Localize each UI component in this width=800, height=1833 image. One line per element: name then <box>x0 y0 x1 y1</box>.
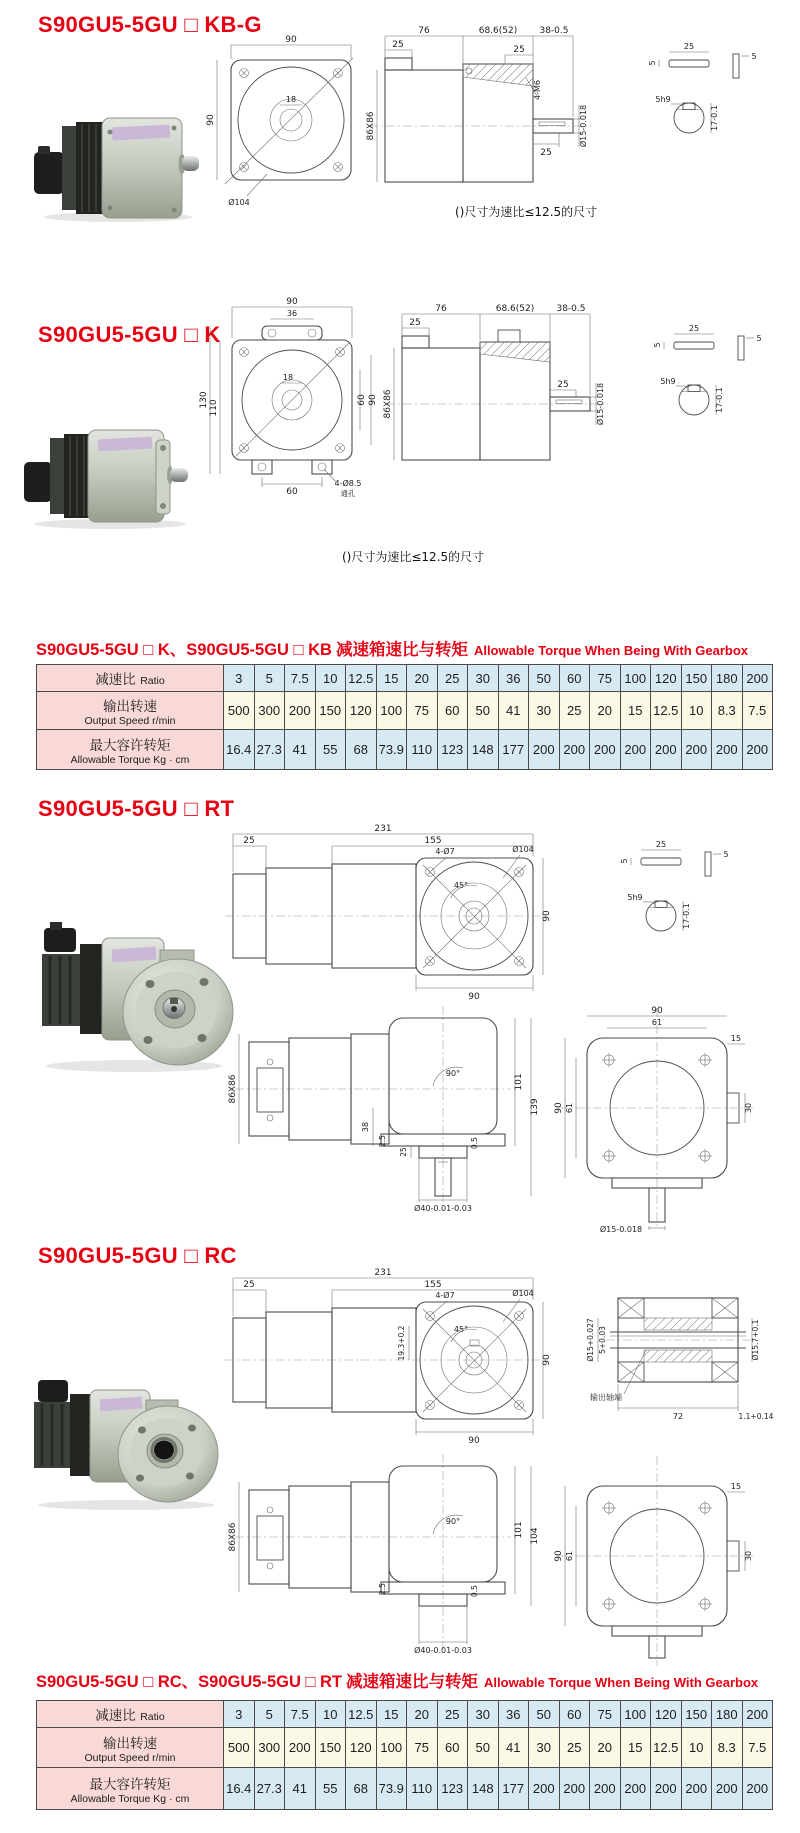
dim-label: 25 <box>409 318 421 328</box>
dim-label: 25 <box>392 40 404 50</box>
dim-label: 110 <box>209 399 219 417</box>
dim-label: 231 <box>374 824 392 834</box>
dim-label: 38-0.5 <box>539 26 569 36</box>
speed-cell: 150 <box>315 692 346 730</box>
ratio-cell: 3 <box>224 665 255 692</box>
speed-cell: 200 <box>285 692 316 730</box>
dim-label: 101 <box>514 1521 524 1539</box>
dim-label: Ø15-0.018 <box>596 382 605 426</box>
speed-cell: 100 <box>376 1728 407 1768</box>
ratio-cell: 3 <box>224 1701 255 1728</box>
speed-cell: 25 <box>559 1728 590 1768</box>
section-title-rt: S90GU5-5GU □ RT <box>38 796 235 821</box>
speed-cell: 41 <box>498 692 529 730</box>
torque-cell: 16.4 <box>224 1768 255 1810</box>
product-photo-rc <box>22 1372 227 1512</box>
ratio-cell: 7.5 <box>285 665 316 692</box>
torque-cell: 55 <box>315 730 346 770</box>
torque-cell: 41 <box>285 730 316 770</box>
ratio-cell: 25 <box>437 665 468 692</box>
speed-cell: 300 <box>254 1728 285 1768</box>
dim-label: 25 <box>243 1280 255 1290</box>
dim-label: 45° <box>453 1325 469 1334</box>
torque-cell: 200 <box>590 730 621 770</box>
torque-cell: 27.3 <box>254 730 285 770</box>
torque-cell: 200 <box>681 730 712 770</box>
drawing-rc <box>225 1258 800 1703</box>
row-label-speed: 输出转速 Output Speed r/min <box>37 692 224 730</box>
dim-label: 18 <box>285 95 297 104</box>
table-row-speed <box>37 1728 773 1768</box>
ratio-cell: 75 <box>590 1701 621 1728</box>
dim-label: 61 <box>651 1018 663 1027</box>
rt-top-view <box>225 824 552 1002</box>
torque-cell: 200 <box>620 1768 651 1810</box>
dim-label: 61 <box>565 1102 574 1114</box>
dim-label: 90 <box>368 394 378 406</box>
dim-label: 101 <box>514 1073 524 1091</box>
speed-cell: 12.5 <box>651 1728 682 1768</box>
rc-top-view <box>225 1268 552 1446</box>
dim-label: 25 <box>540 148 552 158</box>
speed-cell: 500 <box>224 1728 255 1768</box>
torque-cell: 16.4 <box>224 730 255 770</box>
dim-label: 4-M6 <box>533 80 542 100</box>
dim-label: 90 <box>285 35 297 45</box>
speed-cell: 7.5 <box>742 692 773 730</box>
dim-label: 4-Ø8.5 <box>334 479 362 488</box>
dim-label: 5 <box>756 334 762 343</box>
dim-label: 90 <box>554 1550 564 1562</box>
drawing-rt <box>225 820 800 1260</box>
dim-label: Ø15+0.027 <box>586 1318 595 1362</box>
dim-label: 72 <box>672 1412 684 1421</box>
dim-label: 90 <box>554 1102 564 1114</box>
torque-cell: 200 <box>559 1768 590 1810</box>
dim-label: 25 <box>655 840 667 849</box>
dim-label: 61 <box>565 1550 574 1562</box>
speed-cell: 41 <box>498 1728 529 1768</box>
dim-label: 86X86 <box>383 389 393 419</box>
dim-label: 86X86 <box>228 1522 238 1552</box>
table2-title-model: S90GU5-5GU □ RC、S90GU5-5GU □ RT <box>36 1673 343 1691</box>
speed-cell: 8.3 <box>712 1728 743 1768</box>
k-side-view <box>383 304 608 460</box>
dim-label: 86X86 <box>366 111 376 141</box>
ratio-cell: 200 <box>742 665 773 692</box>
dim-label: 90 <box>542 1354 552 1366</box>
ratio-cell: 75 <box>590 665 621 692</box>
dim-label: 15 <box>730 1482 742 1491</box>
dim-label: Ø15.7+0.1 <box>751 1319 760 1361</box>
torque-table-k-kb <box>36 664 773 770</box>
rt-bottom-view <box>228 1006 540 1213</box>
torque-cell: 41 <box>285 1768 316 1810</box>
dim-label: 25 <box>688 324 700 333</box>
dim-label: 86X86 <box>228 1074 238 1104</box>
dim-label: 155 <box>424 1280 442 1290</box>
speed-cell: 200 <box>285 1728 316 1768</box>
product-photo-rt <box>30 912 235 1074</box>
dim-label: 90 <box>651 1006 663 1016</box>
dim-label: 30 <box>744 1102 753 1114</box>
row-label-torque: 最大容许转矩 Allowable Torque Kg · cm <box>37 1768 224 1810</box>
dim-label: 90 <box>468 1436 480 1446</box>
ratio-cell: 200 <box>742 1701 773 1728</box>
dim-label: 155 <box>424 836 442 846</box>
speed-cell: 100 <box>376 692 407 730</box>
speed-cell: 30 <box>529 1728 560 1768</box>
dim-label: Ø40-0.01-0.03 <box>414 1204 472 1213</box>
speed-cell: 120 <box>346 1728 377 1768</box>
torque-cell: 200 <box>529 730 560 770</box>
ratio-cell: 150 <box>681 665 712 692</box>
speed-cell: 15 <box>620 692 651 730</box>
ratio-cell: 150 <box>681 1701 712 1728</box>
dim-label: Ø104 <box>228 198 250 207</box>
table-row-ratio <box>37 665 773 692</box>
dim-label: 5h9 <box>655 95 671 104</box>
torque-cell: 200 <box>742 730 773 770</box>
torque-cell: 68 <box>346 730 377 770</box>
speed-cell: 150 <box>315 1728 346 1768</box>
speed-cell: 120 <box>346 692 377 730</box>
table2-title <box>36 1668 758 1692</box>
row-label-ratio: 减速比 Ratio <box>37 665 224 692</box>
torque-cell: 55 <box>315 1768 346 1810</box>
table1-title-model: S90GU5-5GU □ K、S90GU5-5GU □ KB <box>36 641 332 659</box>
dim-label: Ø104 <box>512 1289 534 1298</box>
torque-cell: 200 <box>712 730 743 770</box>
speed-cell: 30 <box>529 692 560 730</box>
dim-label: 60 <box>286 487 298 497</box>
torque-table-rc-rt <box>36 1700 773 1810</box>
torque-cell: 177 <box>498 1768 529 1810</box>
ratio-cell: 10 <box>315 1701 346 1728</box>
dim-label: 38-0.5 <box>556 304 586 314</box>
ratio-cell: 25 <box>437 1701 468 1728</box>
k-front-view <box>199 297 378 498</box>
dim-label: 38 <box>361 1121 370 1133</box>
ratio-cell: 60 <box>559 665 590 692</box>
dim-label: 68.6(52) <box>478 26 518 36</box>
ratio-cell: 15 <box>376 1701 407 1728</box>
speed-cell: 50 <box>468 692 499 730</box>
torque-cell: 148 <box>468 1768 499 1810</box>
ratio-cell: 12.5 <box>346 1701 377 1728</box>
dim-note-kbg: ()尺寸为速比≤12.5的尺寸 <box>455 205 598 219</box>
dim-label: 5 <box>723 850 729 859</box>
speed-cell: 7.5 <box>742 1728 773 1768</box>
speed-cell: 75 <box>407 692 438 730</box>
speed-cell: 20 <box>590 1728 621 1768</box>
dim-label: 5 <box>653 342 662 348</box>
dim-label: 17-0.1 <box>710 105 719 131</box>
torque-cell: 177 <box>498 730 529 770</box>
dim-label: 1.1+0.14 <box>738 1412 774 1421</box>
ratio-cell: 12.5 <box>346 665 377 692</box>
dim-label: 2.5 <box>378 1135 387 1147</box>
dim-note-k: ()尺寸为速比≤12.5的尺寸 <box>342 550 485 564</box>
dim-label: 130 <box>199 391 209 409</box>
dim-label: 输出轴端 <box>590 1393 622 1402</box>
speed-cell: 8.3 <box>712 692 743 730</box>
dim-label: 5h9 <box>627 893 643 902</box>
row-label-ratio: 减速比 Ratio <box>37 1701 224 1728</box>
dim-label: 25 <box>683 42 695 51</box>
dim-label: 231 <box>374 1268 392 1278</box>
drawing-k <box>190 292 800 532</box>
torque-cell: 200 <box>742 1768 773 1810</box>
table2-title-en: Allowable Torque When Being With Gearbox <box>484 1675 759 1690</box>
dim-label: 76 <box>435 304 447 314</box>
torque-cell: 73.9 <box>376 1768 407 1810</box>
dim-label: 45° <box>453 881 469 890</box>
ratio-cell: 50 <box>529 665 560 692</box>
section-title-rc: S90GU5-5GU □ RC <box>38 1243 237 1268</box>
dim-label: 5 <box>648 60 657 66</box>
table1-title-zh: 减速箱速比与转矩 <box>335 641 468 659</box>
ratio-cell: 120 <box>651 1701 682 1728</box>
torque-cell: 200 <box>620 730 651 770</box>
dim-label: Ø40-0.01-0.03 <box>414 1646 472 1655</box>
ratio-cell: 10 <box>315 665 346 692</box>
torque-cell: 148 <box>468 730 499 770</box>
ratio-cell: 20 <box>407 1701 438 1728</box>
row-label-speed: 输出转速 Output Speed r/min <box>37 1728 224 1768</box>
dim-label: 通孔 <box>340 489 356 498</box>
torque-cell: 73.9 <box>376 730 407 770</box>
speed-cell: 25 <box>559 692 590 730</box>
dim-label: 30 <box>744 1550 753 1562</box>
rc-output-view <box>554 1456 753 1666</box>
dim-label: 17-0.1 <box>682 903 691 929</box>
torque-cell: 110 <box>407 730 438 770</box>
dim-label: 17-0.1 <box>715 387 724 413</box>
dim-label: 90° <box>445 1069 461 1078</box>
speed-cell: 300 <box>254 692 285 730</box>
dim-label: 5 <box>620 858 629 864</box>
ratio-cell: 7.5 <box>285 1701 316 1728</box>
dim-label: 25 <box>513 45 525 55</box>
table1-title-en: Allowable Torque When Being With Gearbox <box>473 643 749 658</box>
speed-cell: 60 <box>437 692 468 730</box>
ratio-cell: 30 <box>468 1701 499 1728</box>
speed-cell: 12.5 <box>651 692 682 730</box>
dim-label: 25 <box>243 836 255 846</box>
rc-bottom-view <box>228 1454 540 1655</box>
torque-cell: 200 <box>651 730 682 770</box>
ratio-cell: 5 <box>254 1701 285 1728</box>
rt-key-details <box>620 840 729 931</box>
dim-label: 4-Ø7 <box>435 1291 455 1300</box>
ratio-cell: 100 <box>620 1701 651 1728</box>
dim-label: 5 <box>751 52 757 61</box>
speed-cell: 15 <box>620 1728 651 1768</box>
ratio-cell: 100 <box>620 665 651 692</box>
dim-label: 18 <box>282 373 294 382</box>
dim-label: 0.5 <box>470 1137 479 1149</box>
row-label-torque: 最大容许转矩 Allowable Torque Kg · cm <box>37 730 224 770</box>
dim-label: 90° <box>445 1517 461 1526</box>
speed-cell: 50 <box>468 1728 499 1768</box>
torque-cell: 123 <box>437 730 468 770</box>
torque-cell: 200 <box>712 1768 743 1810</box>
dim-label: 90 <box>542 910 552 922</box>
dim-label: Ø15-0.018 <box>579 104 588 148</box>
dim-label: 0.5 <box>470 1585 479 1597</box>
dim-label: 139 <box>530 1098 540 1116</box>
kbg-side-view <box>366 26 591 182</box>
product-photo-kbg <box>30 100 202 224</box>
speed-cell: 500 <box>224 692 255 730</box>
dim-label: Ø104 <box>512 845 534 854</box>
torque-cell: 200 <box>529 1768 560 1810</box>
dim-label: 4-Ø7 <box>435 847 455 856</box>
dim-label: 68.6(52) <box>495 304 535 314</box>
table-row-speed <box>37 692 773 730</box>
ratio-cell: 30 <box>468 665 499 692</box>
dim-label: 5+0.03 <box>598 1326 607 1354</box>
torque-cell: 200 <box>681 1768 712 1810</box>
torque-cell: 200 <box>559 730 590 770</box>
dim-label: 19.3+0.2 <box>397 1325 406 1361</box>
dim-label: 76 <box>418 26 430 36</box>
ratio-cell: 120 <box>651 665 682 692</box>
torque-cell: 123 <box>437 1768 468 1810</box>
ratio-cell: 20 <box>407 665 438 692</box>
ratio-cell: 15 <box>376 665 407 692</box>
dim-label: 90 <box>468 992 480 1002</box>
speed-cell: 10 <box>681 692 712 730</box>
ratio-cell: 180 <box>712 1701 743 1728</box>
dim-label: Ø15-0.018 <box>599 1225 643 1234</box>
speed-cell: 75 <box>407 1728 438 1768</box>
ratio-cell: 5 <box>254 665 285 692</box>
dim-label: 90 <box>206 114 216 126</box>
dim-label: 25 <box>399 1147 408 1157</box>
ratio-cell: 36 <box>498 1701 529 1728</box>
table-row-torque <box>37 1768 773 1810</box>
k-key-details <box>653 324 762 415</box>
dim-label: 2.5 <box>378 1583 387 1595</box>
torque-cell: 200 <box>590 1768 621 1810</box>
dim-label: 60 <box>357 394 367 406</box>
ratio-cell: 50 <box>529 1701 560 1728</box>
speed-cell: 10 <box>681 1728 712 1768</box>
dim-label: 104 <box>530 1527 540 1545</box>
table1-title <box>36 636 748 660</box>
dim-label: 90 <box>286 297 298 307</box>
dim-label: 15 <box>730 1034 742 1043</box>
dim-label: 25 <box>557 380 569 390</box>
ratio-cell: 180 <box>712 665 743 692</box>
table2-title-zh: 减速箱速比与转矩 <box>346 1673 479 1691</box>
kbg-front-view <box>206 35 353 207</box>
section-title-k: S90GU5-5GU □ K <box>38 322 221 347</box>
torque-cell: 200 <box>651 1768 682 1810</box>
rc-hollow-shaft-view <box>586 1298 774 1421</box>
speed-cell: 20 <box>590 692 621 730</box>
table-row-ratio <box>37 1701 773 1728</box>
product-photo-k <box>22 418 194 530</box>
ratio-cell: 36 <box>498 665 529 692</box>
section-title-kbg: S90GU5-5GU □ KB-G <box>38 12 262 37</box>
dim-label: 5h9 <box>660 377 676 386</box>
dim-label: 36 <box>286 309 298 318</box>
table-row-torque <box>37 730 773 770</box>
rt-output-view <box>554 1006 753 1234</box>
torque-cell: 110 <box>407 1768 438 1810</box>
ratio-cell: 60 <box>559 1701 590 1728</box>
torque-cell: 68 <box>346 1768 377 1810</box>
kbg-key-details <box>648 42 757 133</box>
torque-cell: 27.3 <box>254 1768 285 1810</box>
speed-cell: 60 <box>437 1728 468 1768</box>
